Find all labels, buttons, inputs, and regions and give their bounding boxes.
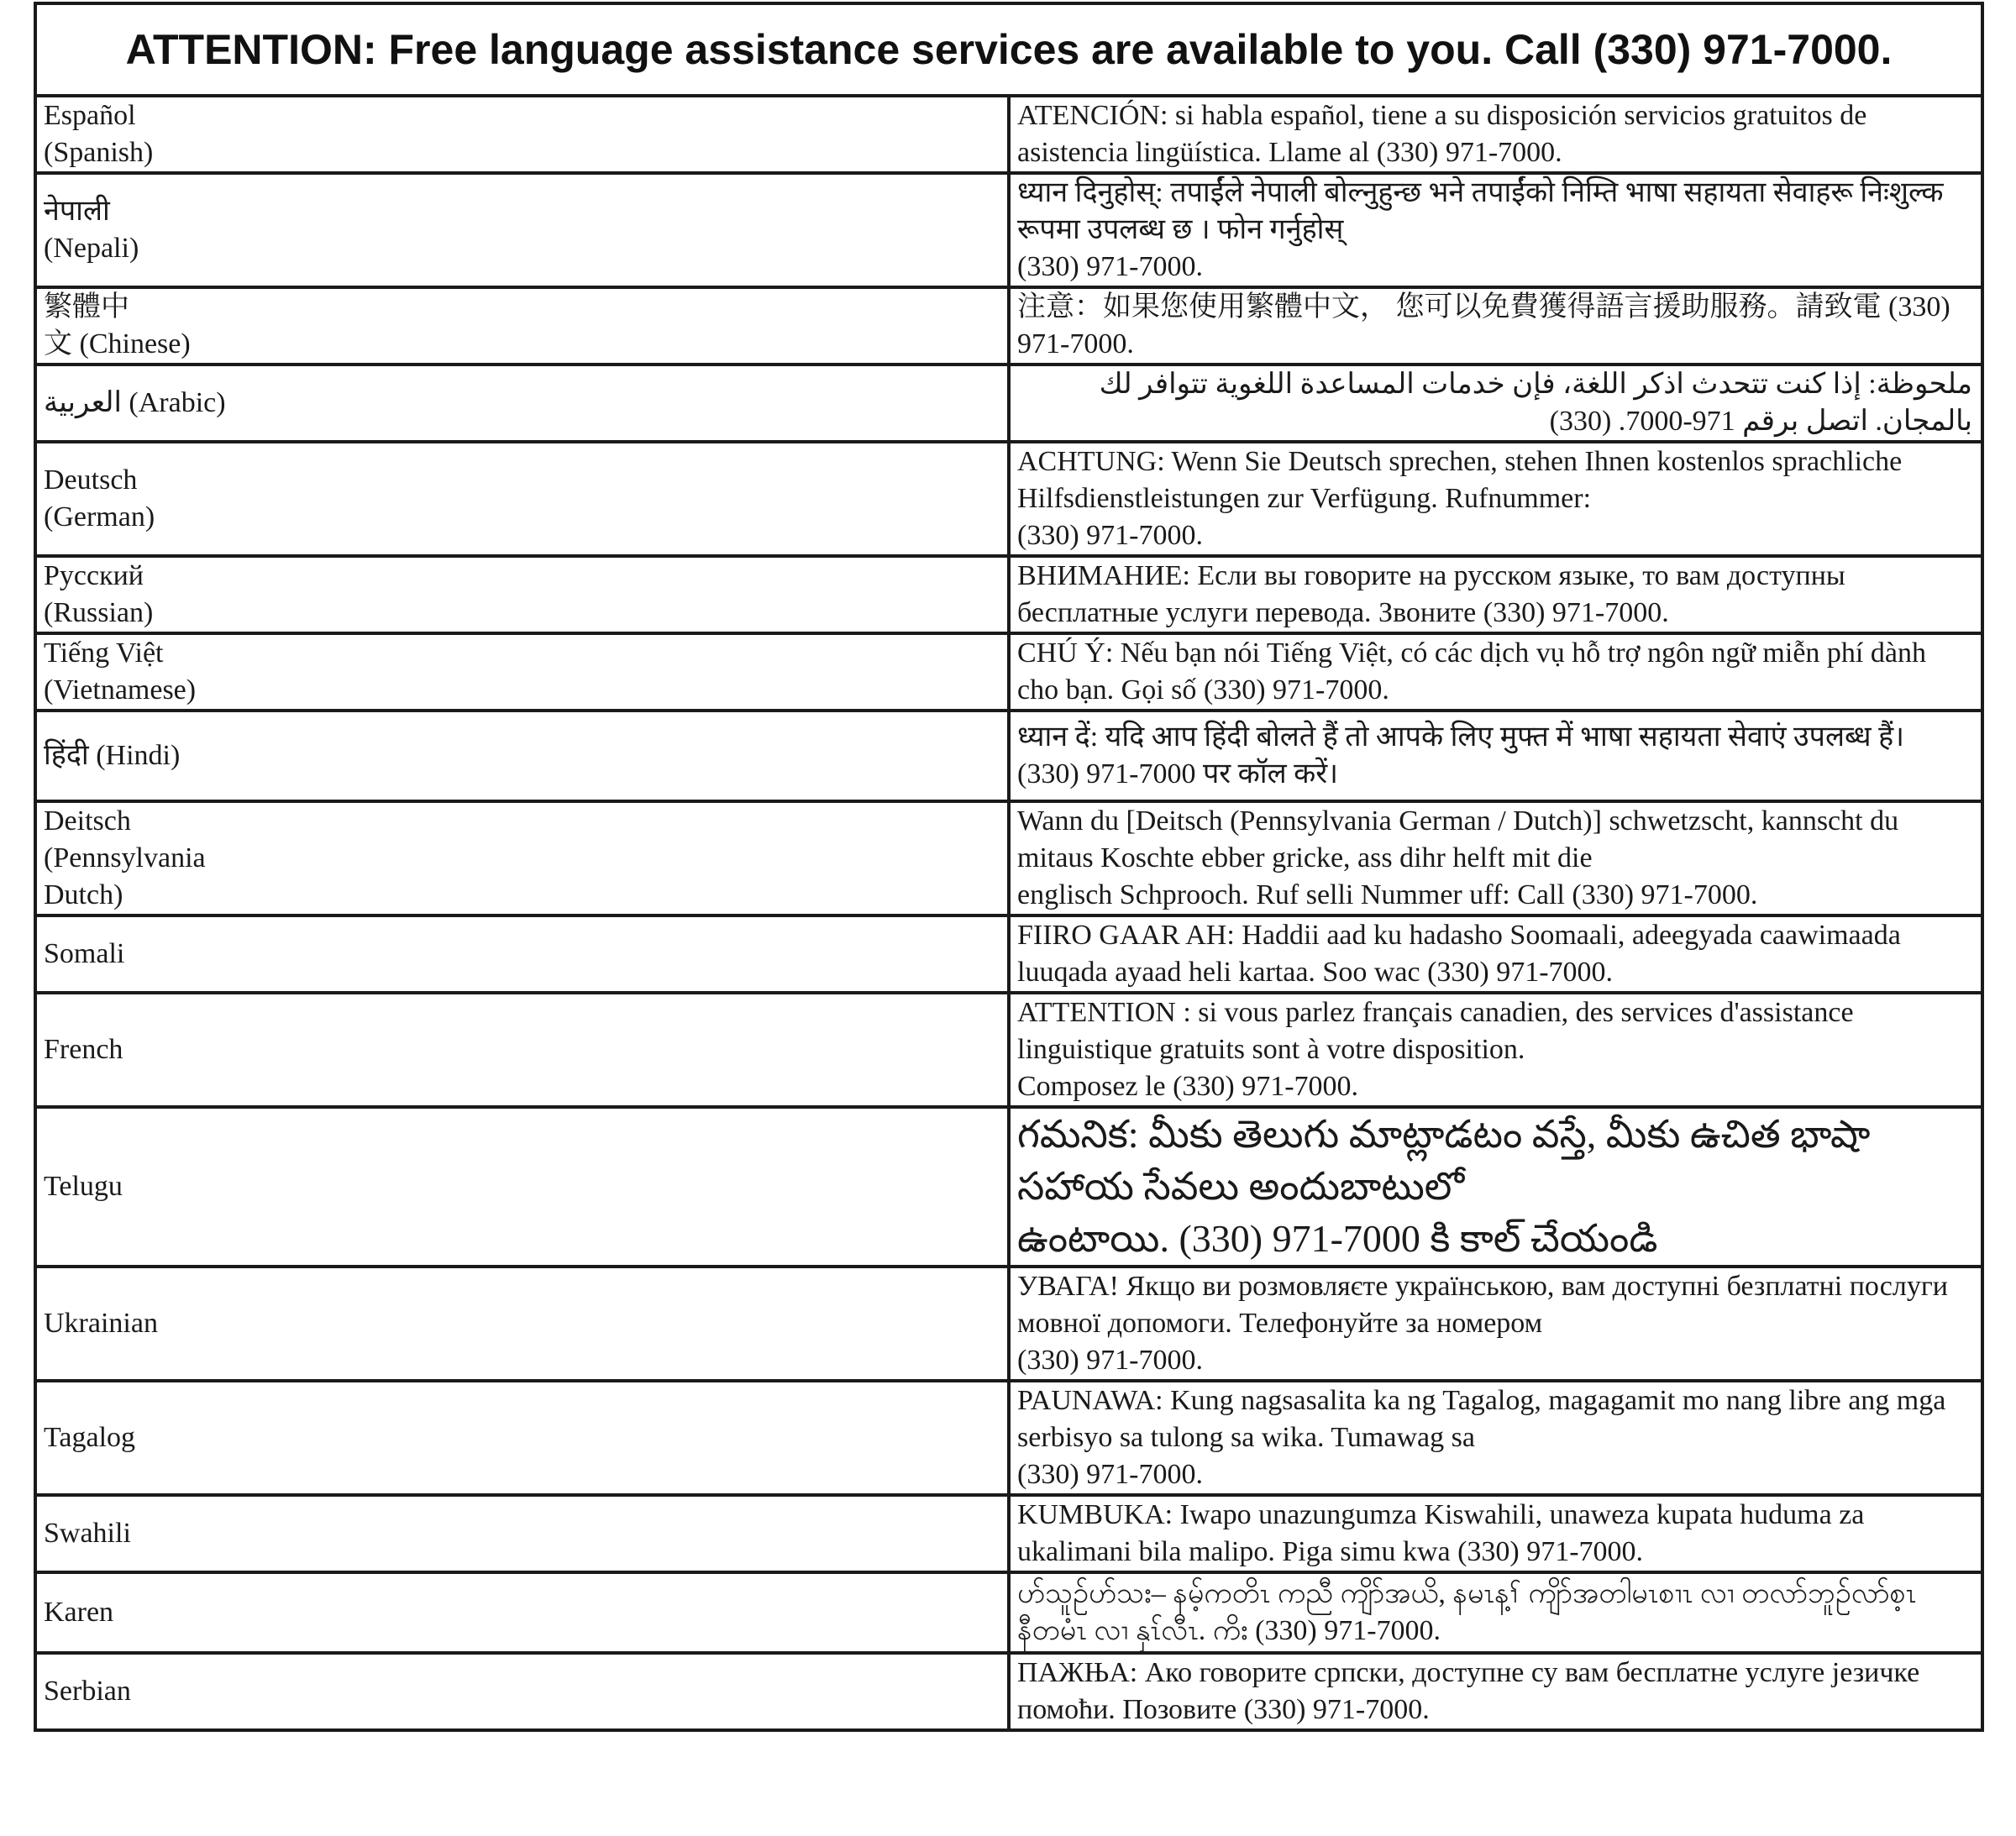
language-name-line: (Pennsylvania [44,842,206,873]
notice-message-cell [1009,1267,1982,1381]
language-name-cell [35,287,1009,365]
language-name-line: Dutch) [44,879,123,910]
notice-message-cell [1009,1653,1982,1730]
language-name-line: Español [44,100,136,131]
language-name-cell [35,1381,1009,1495]
notice-message-line: ध्यान दें: यदि आप हिंदी बोलते हैं तो आपके लिए मुफ्त में भाषा सहायता सेवाएं उपलब्ध हैं। [1017,721,1905,753]
language-name-cell [35,801,1009,915]
language-name-cell [35,1572,1009,1653]
table-row [35,633,1982,711]
table-row [35,96,1982,173]
language-name-line: (Nepali) [44,233,139,264]
notice-message-cell [1009,1572,1982,1653]
notice-message-line: KUMBUKA: Iwapo unazungumza Kiswahili, unaweza kupata huduma za ukalimani bila malipo. Piga simu kwa (330) 971-7000. [1017,1499,1865,1567]
notice-message-line: ACHTUNG: Wenn Sie Deutsch sprechen, stehen Ihnen kostenlos sprachliche Hilfsdienstleistungen zur Verfügung. Rufnummer: [1017,446,1903,514]
table-row [35,1495,1982,1572]
notice-message-line: PAUNAWA: Kung nagsasalita ka ng Tagalog, magagamit mo nang libre ang mga serbisyo sa tulong sa wika. Tumawag sa [1017,1385,1946,1453]
notice-message-line: Composez le (330) 971-7000. [1017,1071,1359,1102]
language-name-line: Русский [44,560,144,591]
notice-message-cell [1009,173,1982,287]
language-name-cell [35,1267,1009,1381]
language-name-line: हिंदी (Hindi) [44,740,181,771]
language-name-line: Tiếng Việt [44,637,164,669]
notice-message-line: Wann du [Deitsch (Pennsylvania German / Dutch)] schwetzscht, kannscht du mitaus Koschte ebber gricke, ass dihr helft mit die [1017,805,1899,873]
language-name-line: Serbian [44,1676,131,1707]
notice-message-line: గమనిక: మీకు తెలుగు మాట్లాడటం వస్తే, మీకు ఉచిత భాషా సహాయ సేవలు అందుబాటులో [1017,1113,1871,1208]
language-name-cell [35,556,1009,633]
notice-message-cell [1009,633,1982,711]
notice-message-line: နီတမံၤ လၢ နှၤ်လီၤ. ကိး (330) 971-7000. [1017,1615,1441,1646]
language-name-line: العربية (Arabic) [44,387,226,418]
notice-message-cell [1009,1381,1982,1495]
notice-message-line: (330) 971-7000. [1017,520,1203,551]
table-row [35,801,1982,915]
table-row [35,915,1982,993]
language-name-line: 繁體中 [44,291,129,323]
language-name-cell [35,365,1009,442]
notice-message-line: (330) 971-7000. [1017,1459,1203,1490]
title-row [35,3,1982,96]
notice-message-cell [1009,915,1982,993]
notice-message-cell [1009,96,1982,173]
notice-message-line: englisch Schprooch. Ruf selli Nummer uff: Call (330) 971-7000. [1017,879,1758,910]
language-name-cell [35,633,1009,711]
language-name-cell [35,915,1009,993]
notice-message-line: (330) 971-7000 पर कॉल करें। [1017,758,1339,789]
table-row [35,1653,1982,1730]
language-name-line: Somali [44,938,125,969]
language-name-line: Swahili [44,1518,131,1549]
notice-message-cell [1009,287,1982,365]
table-row [35,556,1982,633]
language-name-line: Deitsch [44,805,131,837]
language-name-line: French [44,1034,123,1065]
language-name-line: (Spanish) [44,137,154,168]
table-row [35,711,1982,801]
table-row [35,287,1982,365]
notice-message-cell [1009,442,1982,556]
table-body [35,3,1982,1730]
notice-message-line: ATENCIÓN: si habla español, tiene a su disposición servicios gratuitos de asistencia lingüística. Llame al (330) 971-7000. [1017,100,1867,168]
notice-message-line: ဟ်သူဉ်ဟ်သး– နမ့်ကတိၤ ကညီ ကျိာ်အယိ, နမၤန့ၢ် ကျိာ်အတါမၤစၢၤ လၢ တလာ်ဘူဉ်လာ်စ့ၤ [1017,1578,1917,1609]
notice-message-line: FIIRO GAAR AH: Haddii aad ku hadasho Soomaali, adeegyada caawimaada luuqada ayaad heli kartaa. Soo wac (330) 971-7000. [1017,920,1901,988]
table-row [35,1267,1982,1381]
language-name-line: Karen [44,1597,114,1628]
notice-message-cell [1009,711,1982,801]
language-name-line: नेपाली [44,196,110,227]
language-name-line: 文 (Chinese) [44,328,191,359]
notice-message-line: CHÚ Ý: Nếu bạn nói Tiếng Việt, có các dịch vụ hỗ trợ ngôn ngữ miễn phí dành cho bạn. Gọi số (330) 971-7000. [1017,637,1926,706]
language-name-cell [35,711,1009,801]
table-row [35,173,1982,287]
notice-message-cell [1009,365,1982,442]
language-assistance-table [34,2,1984,1732]
language-name-line: (Russian) [44,597,154,628]
notice-message-line: (330) 971-7000. [1017,1345,1203,1376]
notice-message-line: ध्यान दिनुहोस्: तपाईंले नेपाली बोल्नुहुन्छ भने तपाईंको निम्ति भाषा सहायता सेवाहरू निःशुल्क रूपमा उपलब्ध छ । फोन गर्नुहोस् [1017,177,1944,245]
table-row [35,993,1982,1107]
page-title: ATTENTION: Free language assistance services are available to you. Call (330) 971-7000. [35,3,1982,96]
language-name-line: Telugu [44,1171,123,1202]
language-name-line: (German) [44,501,155,532]
notice-message-line: 注意：如果您使用繁體中文， 您可以免費獲得語言援助服務。請致電 (330) 971-7000. [1017,291,1950,359]
notice-message-line: УВАГА! Якщо ви розмовляєте українською, вам доступні безплатні послуги мовної допомоги. Телефонуйте за номером [1017,1271,1948,1339]
table-row [35,1107,1982,1267]
language-name-cell [35,96,1009,173]
notice-message-line: ВНИМАНИЕ: Если вы говорите на русском языке, то вам доступны бесплатные услуги перевода. Звоните (330) 971-7000. [1017,560,1845,628]
language-name-cell [35,1107,1009,1267]
notice-message-cell [1009,1107,1982,1267]
notice-message-line: ПАЖЊА: Ако говорите српски, доступне су вам бесплатне услуге језичке помоћи. Позовите (330) 971-7000. [1017,1657,1920,1725]
notice-message-line: ATTENTION : si vous parlez français canadien, des services d'assistance linguistique gratuits sont à votre disposition. [1017,997,1854,1065]
notice-message-cell [1009,1495,1982,1572]
table-row [35,442,1982,556]
language-name-line: Deutsch [44,464,138,496]
language-name-cell [35,993,1009,1107]
language-name-cell [35,442,1009,556]
language-name-line: Tagalog [44,1422,136,1453]
table-row [35,365,1982,442]
notice-message-line: (330) 971-7000. [1017,251,1203,282]
notice-message-line: ملحوظة: إذا كنت تتحدث اذكر اللغة، فإن خدمات المساعدة اللغوية تتوافر لك بالمجان. اتصل برقم 971-7000. (330) [1099,369,1972,437]
table-row [35,1572,1982,1653]
language-name-cell [35,173,1009,287]
language-name-cell [35,1495,1009,1572]
language-name-cell [35,1653,1009,1730]
table-row [35,1381,1982,1495]
language-name-line: (Vietnamese) [44,674,197,706]
notice-message-cell [1009,801,1982,915]
notice-message-cell [1009,993,1982,1107]
notice-message-cell [1009,556,1982,633]
notice-message-line: ఉంటాయి. (330) 971-7000 కి కాల్ చేయండి [1017,1217,1658,1260]
language-name-line: Ukrainian [44,1308,158,1339]
